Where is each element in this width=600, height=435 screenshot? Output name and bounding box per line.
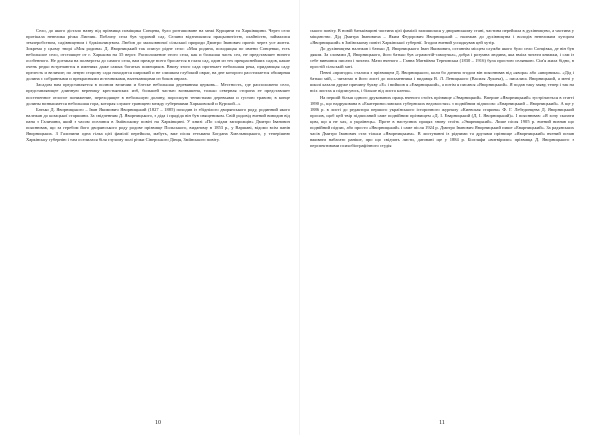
right-paragraph-1: ського повіту. В новій батьківщині частина цієї фамілії залишилася у дворянському стані, частина перейшла в духівництво, а частина у міщанство. Дід Дмитра Івановича – Яким Федорович Яворницький – належав до духівництва і володів невеликим хутором «Яворницький» в Зміївському повіті Харківської губернії. Згодом вчений успадкував цей хутір. (310, 28, 574, 46)
right-page (310, 28, 574, 428)
right-paragraph-4: На першій більш одного друкованих праць вченого стоїть прізвище «Эварницкий». Вперше «Яворницький» зустрічається в статті 1890 р., що надрукована в «Екатеринославских губернских ведомостях» з подвійним підписом: «Еварницький – Яворницький». А ще у 1886 р. в листі до редактора першого українського історичного журналу «Киевская старина» Ф. Г. Лебединцева Д. Яворницький просив, щоб цей твір підписаний саме подвійним прізвищем «Д. І. Еварницький (Д. І. Яворницький)». І пояснював: «Я хочу сказати цим, що я не хах, а українець». Проте в наступних працях знову стоїть «Эварницький». Лише після 1905 р. вчений визнав що подвійний підпис, або просто «Яворницький» і саме після 1924 р. Дмитро Іванович Яворницький пише «Еварницький». За радянських часів Дмитро Іванович стає тільки «Яворницьким». В листуванні із рідними та друзями прізвище «Яворницький» вчений почав вживати набагато раніше, про що свідчать листи, датовані ще у 1884 р. Біогляфи «витвірили» прізвища Д. Яворницького з перспективами психобіографічного студія (310, 94, 574, 148)
left-paragraph-3: Батько Д. Яворницького – Іван Якимович Яворницький (1827 – 1885) походив із збіднілого дворянського роду, родинний якого належав до козацької старшини. За свідченням Д. Яворницького, з діда і прадіда він був священиком. Свій родовід вчений виводив від пана з Галичини, який з часом оселився в Зміївському повіті на Харківщині. У книзі «По слідам запорожців» Дмитро Іванович пояснював, що за геребом його дворянського роду родове прізвище Польського, виданому в 1853 р., у Варшаві, відомо всім панів Яворницьких. З Галичини одна гілка цієї фамілії перейшла, мабуть, вже після гетьмана Богдана Хмельницького, у теперішню Харківську губернію і там оселилася біля глухому полі річки Сіверського Дінця, Зміївського повіту. (26, 106, 290, 142)
right-page-number: 11 (439, 420, 445, 426)
left-paragraph-1: Село, до якого дістало назву від прізвища поміщика Сонцева, було розташоване на межі Курщини та Харківщини. Через село протікала невелика річка Липчик. Поблизу села був чудовий сад. Селяни відзначалися працьовитістю, охайністю, займалися землеробством, садівництвом і бджільництвом. Любов до мальовничої сільської природи Дмитро Іванович проніс через усе життя. Зокрема у цьому творі «Моя родина» Д. Яворницький так описує рідне село: «Моя родина, походящая по имени Сонцевки, есть небольшое село, отстоящее от г. Харькова на 35 верст. Расположение этого села, как и большая часть сел, не представляет ничего особенного. Не доезжая на полверсты до самого села, вам прежде всего бросается в глаза сад, один из тех прекраснейших садов, какие очень редко встречаются в имениях даже самых богатых помещиков. Внизу этого сада протекает небольшая река, придающая саду прелесть и величие; по левую сторону сада находится широкий и не слишком глубокий овраг, на дне которого расстилается обширная долина с собранными и прекрасными источниками, вытекающими из боков оврага. (26, 28, 290, 82)
left-page-number: 10 (155, 420, 161, 426)
right-paragraph-2: До духівництва належав і батько Д. Яворницького Іван Якимович, останнім місцем служби якого було село Сонцівка, де він був дяком. За словами Д. Яворницького, його батько був «грамотій-самоучка», добра і розумна людина, яка вміла читати книжки, і сам із себе вивчився писати і читати. Мати вченого – Ганна Матвіївна Терновська (1830 – 1916) була простою селянкою. Сім'я жила бідно, в простій сільській хаті. (310, 46, 574, 70)
left-page (26, 28, 290, 428)
right-paragraph-3: Певні «пригоди» сталися з прізвищем Д. Яворницького, коли бо дитина згодом він пояснював від «явора» або «яворника». «Дід і батько мій, – читаємо в його листі до письменника і видавця В. Л. Леницького (Василя Лукича), – писались Яворницький, а мені у школі казали друже причину букву «Е» і вийшов я «Еварницький», а потім я писався «Яворницький». Я подав таку заяву, тепер і так на всіх листах я підписуюсь, і більше від листа клена». (310, 70, 574, 94)
left-paragraph-2: Засадом вам представляется в полном величии и блеске небольшая деревянная церковь... Местность, где расположено село, представляющее длинную вереницу крестьянских изб, большей частью возвышена, только северная сторона ее представляет постепенное отлогое понижение, переходящее в небольшую долину, поросшую тенистыми деревьями и густою травою; в конце долины возвышается небольшая гора, которая служит границею между губерниями Харьковской и Курской...» (26, 82, 290, 106)
book-gutter (299, 0, 300, 435)
